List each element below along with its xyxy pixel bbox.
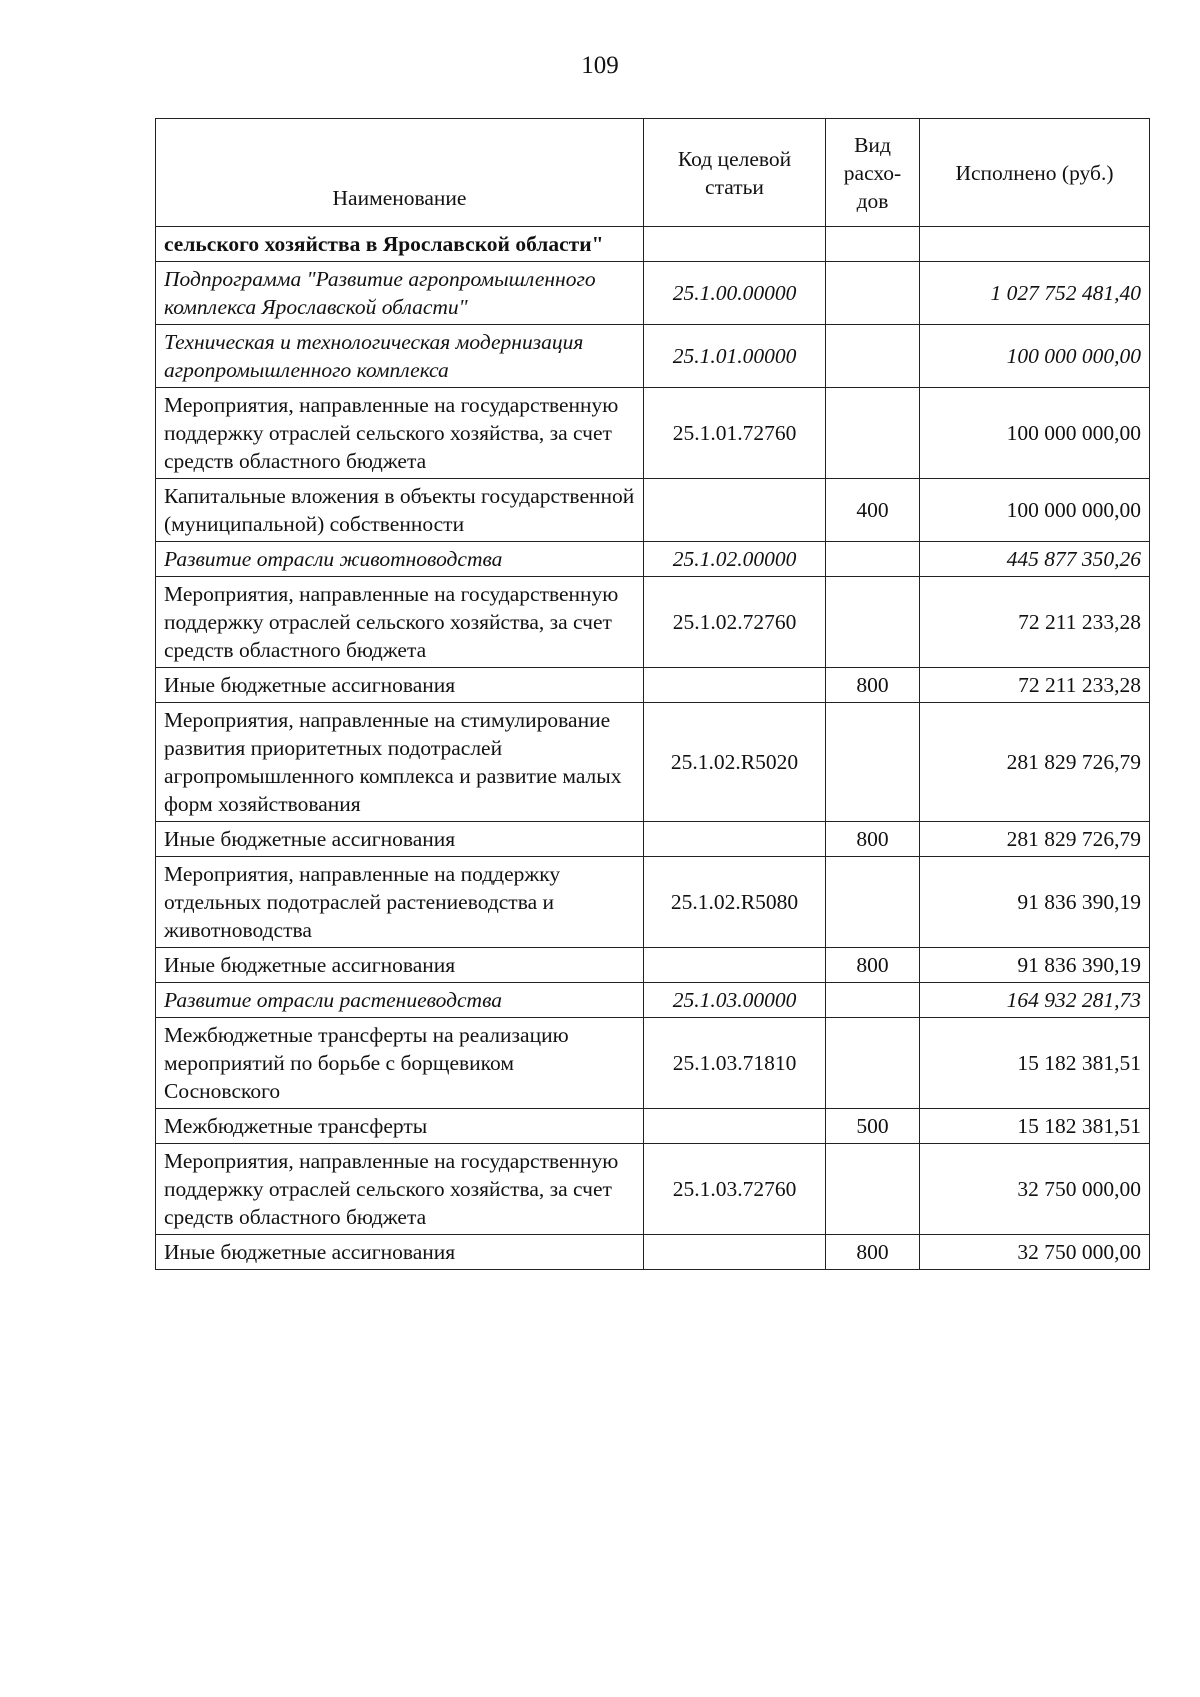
cell-sum: 100 000 000,00 [920, 479, 1150, 542]
cell-code: 25.1.03.71810 [644, 1018, 826, 1109]
cell-name: Иные бюджетные ассигнования [156, 1235, 644, 1270]
header-name: Наименование [156, 119, 644, 227]
cell-name: Техническая и технологическая модернизация агропромышленного комплекса [156, 325, 644, 388]
cell-name: Подпрограмма "Развитие агропромышленного комплекса Ярославской области" [156, 262, 644, 325]
cell-name: Капитальные вложения в объекты государственной (муниципальной) собственности [156, 479, 644, 542]
header-code: Код целевой статьи [644, 119, 826, 227]
cell-type [826, 262, 920, 325]
table-row [156, 857, 1150, 948]
cell-code [644, 227, 826, 262]
table-row [156, 577, 1150, 668]
table-header [156, 119, 1150, 227]
header-type: Вид расхо-дов [826, 119, 920, 227]
table-row [156, 1109, 1150, 1144]
cell-name: Мероприятия, направленные на государственную поддержку отраслей сельского хозяйства, за счет средств областного бюджета [156, 577, 644, 668]
cell-name: сельского хозяйства в Ярославской области" [156, 227, 644, 262]
table-row [156, 227, 1150, 262]
cell-name: Развитие отрасли растениеводства [156, 983, 644, 1018]
cell-name: Мероприятия, направленные на поддержку отдельных подотраслей растениеводства и животноводства [156, 857, 644, 948]
cell-type [826, 325, 920, 388]
cell-sum: 15 182 381,51 [920, 1018, 1150, 1109]
table-row [156, 703, 1150, 822]
cell-code: 25.1.02.00000 [644, 542, 826, 577]
cell-sum: 32 750 000,00 [920, 1235, 1150, 1270]
cell-type [826, 388, 920, 479]
cell-type [826, 542, 920, 577]
cell-sum: 100 000 000,00 [920, 325, 1150, 388]
cell-sum: 72 211 233,28 [920, 577, 1150, 668]
cell-code [644, 479, 826, 542]
cell-sum: 72 211 233,28 [920, 668, 1150, 703]
header-sum: Исполнено (руб.) [920, 119, 1150, 227]
budget-table [155, 118, 1150, 1270]
table-row [156, 262, 1150, 325]
cell-type [826, 983, 920, 1018]
cell-name: Развитие отрасли животноводства [156, 542, 644, 577]
table-row [156, 325, 1150, 388]
cell-code: 25.1.01.72760 [644, 388, 826, 479]
cell-sum: 281 829 726,79 [920, 822, 1150, 857]
cell-name: Мероприятия, направленные на стимулирование развития приоритетных подотраслей агропромышленного комплекса и развитие малых форм хозяйствования [156, 703, 644, 822]
table-row [156, 388, 1150, 479]
cell-type [826, 1144, 920, 1235]
cell-code: 25.1.02.72760 [644, 577, 826, 668]
cell-code: 25.1.03.00000 [644, 983, 826, 1018]
cell-type: 400 [826, 479, 920, 542]
cell-code: 25.1.00.00000 [644, 262, 826, 325]
table-body [156, 227, 1150, 1270]
cell-sum: 445 877 350,26 [920, 542, 1150, 577]
table-row [156, 479, 1150, 542]
cell-type: 500 [826, 1109, 920, 1144]
cell-name: Межбюджетные трансферты [156, 1109, 644, 1144]
cell-code: 25.1.03.72760 [644, 1144, 826, 1235]
cell-name: Иные бюджетные ассигнования [156, 948, 644, 983]
cell-code [644, 1109, 826, 1144]
cell-sum: 281 829 726,79 [920, 703, 1150, 822]
cell-code [644, 1235, 826, 1270]
cell-sum: 32 750 000,00 [920, 1144, 1150, 1235]
cell-type [826, 227, 920, 262]
cell-sum: 91 836 390,19 [920, 857, 1150, 948]
cell-name: Мероприятия, направленные на государственную поддержку отраслей сельского хозяйства, за счет средств областного бюджета [156, 1144, 644, 1235]
table-row [156, 948, 1150, 983]
cell-sum: 100 000 000,00 [920, 388, 1150, 479]
table-row [156, 983, 1150, 1018]
cell-code: 25.1.01.00000 [644, 325, 826, 388]
cell-sum: 15 182 381,51 [920, 1109, 1150, 1144]
cell-sum: 91 836 390,19 [920, 948, 1150, 983]
table-row [156, 1144, 1150, 1235]
cell-name: Межбюджетные трансферты на реализацию мероприятий по борьбе с борщевиком Сосновского [156, 1018, 644, 1109]
table-row [156, 1235, 1150, 1270]
cell-name: Иные бюджетные ассигнования [156, 822, 644, 857]
cell-sum [920, 227, 1150, 262]
page-number: 109 [581, 52, 619, 79]
table-row [156, 822, 1150, 857]
cell-type: 800 [826, 822, 920, 857]
cell-sum: 164 932 281,73 [920, 983, 1150, 1018]
table-row [156, 1018, 1150, 1109]
cell-type [826, 857, 920, 948]
cell-type: 800 [826, 948, 920, 983]
cell-type [826, 1018, 920, 1109]
cell-code [644, 822, 826, 857]
cell-type [826, 703, 920, 822]
cell-code [644, 948, 826, 983]
cell-type: 800 [826, 1235, 920, 1270]
cell-sum: 1 027 752 481,40 [920, 262, 1150, 325]
cell-name: Иные бюджетные ассигнования [156, 668, 644, 703]
table-row [156, 668, 1150, 703]
cell-type [826, 577, 920, 668]
cell-type: 800 [826, 668, 920, 703]
cell-code: 25.1.02.R5080 [644, 857, 826, 948]
table-row [156, 542, 1150, 577]
cell-name: Мероприятия, направленные на государственную поддержку отраслей сельского хозяйства, за счет средств областного бюджета [156, 388, 644, 479]
cell-code: 25.1.02.R5020 [644, 703, 826, 822]
cell-code [644, 668, 826, 703]
